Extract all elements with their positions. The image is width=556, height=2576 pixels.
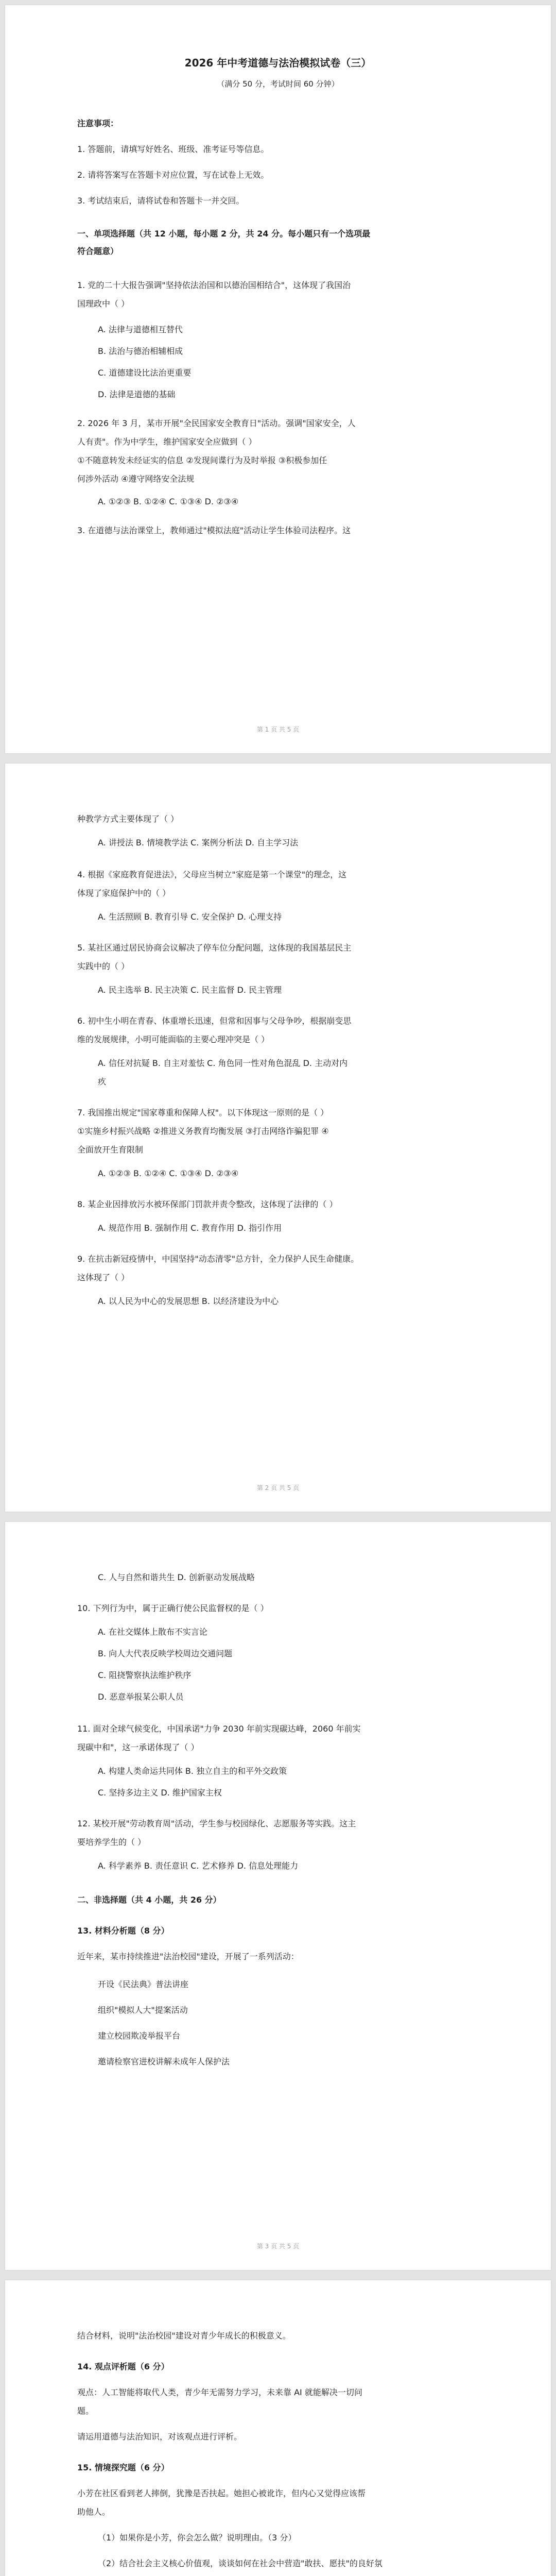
question-stem: 8. 某企业因排放污水被环保部门罚款并责令整改，这体现了法律的（ ） — [77, 1199, 338, 1209]
question-stem: 实践中的（ ） — [77, 961, 130, 971]
answer-option: A. 信任对抗疑 B. 自主对羞怯 C. 角色同一性对角色混乱 D. 主动对内 — [98, 1058, 348, 1068]
question-title: 15. 情境探究题（6 分） — [77, 2463, 169, 2472]
question-stem: 种教学方式主要体现了（ ） — [77, 814, 179, 824]
answer-option: A. 生活照顾 B. 教育引导 C. 安全保护 D. 心理支持 — [98, 912, 282, 922]
answer-option: D. 恶意举报某公职人员 — [98, 1692, 184, 1702]
section-heading: 一、单项选择题（共 12 小题，每小题 2 分，共 24 分。每小题只有一个选项最 — [77, 229, 371, 239]
page-number: 第 1 页 共 5 页 — [256, 726, 300, 733]
notice-item: 1. 答题前，请填写好姓名、班级、准考证号等信息。 — [77, 144, 269, 154]
answer-option: D. 法律是道德的基础 — [98, 389, 176, 399]
answer-option: A. 民主选举 B. 民主决策 C. 民主监督 D. 民主管理 — [98, 985, 282, 995]
material-item: 开设《民法典》普法讲座 — [98, 1979, 189, 1989]
answer-option: C. 坚持多边主义 D. 维护国家主权 — [98, 1788, 222, 1798]
answer-option: A. 法律与道德相互替代 — [98, 325, 183, 334]
notice-heading: 注意事项： — [77, 118, 119, 128]
question-stem: 现碳中和"，这一承诺体现了（ ） — [77, 1742, 199, 1752]
question-title: 13. 材料分析题（8 分） — [77, 1926, 169, 1936]
answer-option: C. 道德建设比法治更重要 — [98, 368, 192, 378]
question-stem: 维的发展规律，小明可能面临的主要心理冲突是（ ） — [77, 1035, 270, 1044]
question-stem: 人有责"。作为中学生，维护国家安全应做到（ ） — [77, 437, 257, 447]
question-stem: 全面放开生育限制 — [77, 1145, 144, 1155]
answer-option: A. ①②③ B. ①②④ C. ①③④ D. ②③④ — [98, 1168, 239, 1178]
question-stem: 观点：人工智能将取代人类，青少年无需努力学习，未来靠 AI 就能解决一切问 — [77, 2387, 362, 2397]
answer-option: B. 法治与德治相辅相成 — [98, 346, 183, 356]
question-stem: 3. 在道德与法治课堂上，教师通过"模拟法庭"活动让学生体验司法程序。这 — [77, 526, 351, 535]
answer-option: C. 阻挠警察执法维护秩序 — [98, 1670, 192, 1680]
answer-option: B. 向人大代表反映学校周边交通问题 — [98, 1649, 233, 1658]
question-stem: 小芳在社区看到老人摔倒，犹豫是否扶起。她担心被讹诈，但内心又觉得应该帮 — [77, 2488, 366, 2498]
material-item: 建立校园欺凌举报平台 — [98, 2031, 181, 2041]
answer-option: A. 规范作用 B. 强制作用 C. 教育作用 D. 指引作用 — [98, 1223, 282, 1233]
question-stem: 国理政中（ ） — [77, 299, 130, 309]
notice-item: 3. 考试结束后，请将试卷和答题卡一并交回。 — [77, 196, 245, 206]
question-ask: 结合材料，说明"法治校园"建设对青少年成长的积极意义。 — [77, 2331, 291, 2341]
material-item: 组织"模拟人大"提案活动 — [98, 2005, 188, 2015]
document-title: 2026 年中考道德与法治模拟试卷（三） — [184, 57, 372, 69]
notice-item: 2. 请将答案写在答题卡对应位置，写在试卷上无效。 — [77, 170, 269, 180]
answer-option: A. 在社交媒体上散布不实言论 — [98, 1627, 207, 1637]
answer-option: A. 科学素养 B. 责任意识 C. 艺术修养 D. 信息处理能力 — [98, 1861, 299, 1871]
answer-option: A. 讲授法 B. 情境教学法 C. 案例分析法 D. 自主学习法 — [98, 838, 299, 848]
question-stem: 6. 初中生小明在青春、体重增长迅速，但常和因事与父母争吵，根据崩变思 — [77, 1016, 352, 1026]
sub-question: （1）如果你是小芳，你会怎么做？说明理由。（3 分） — [98, 2533, 297, 2543]
page-number: 第 3 页 共 5 页 — [256, 2243, 300, 2250]
question-stem: 9. 在抗击新冠疫情中，中国坚持"动态清零"总方针，全力保护人民生命健康。 — [77, 1254, 359, 1264]
answer-option: A. 构建人类命运共同体 B. 独立自主的和平外交政策 — [98, 1766, 287, 1776]
question-stem: 11. 面对全球气候变化，中国承诺"力争 2030 年前实现碳达峰，2060 年前实 — [77, 1724, 361, 1734]
document-subtitle: （满分 50 分，考试时间 60 分钟） — [217, 79, 339, 89]
question-ask: 请运用道德与法治知识，对该观点进行评析。 — [77, 2432, 242, 2442]
question-title: 14. 观点评析题（6 分） — [77, 2362, 169, 2371]
question-stem: 这体现了（ ） — [77, 1273, 130, 1282]
page-3 — [5, 1522, 551, 2270]
sub-question: （2）结合社会主义核心价值观，谈谈如何在社会中营造"敢扶、愿扶"的良好氛 — [98, 2558, 383, 2568]
answer-option: C. 人与自然和谐共生 D. 创新驱动发展战略 — [98, 1572, 255, 1582]
page-2 — [5, 764, 551, 1512]
answer-option: A. ①②③ B. ①②④ C. ①③④ D. ②③④ — [98, 497, 239, 506]
section-heading: 二、非选择题（共 4 小题，共 26 分） — [77, 1895, 221, 1905]
page-number: 第 2 页 共 5 页 — [256, 1484, 300, 1492]
material-intro: 近年来，某市持续推进"法治校园"建设，开展了一系列活动： — [77, 1952, 299, 1961]
question-stem: 2. 2026 年 3 月，某市开展"全民国家安全教育日"活动。强调"国家安全，人 — [77, 418, 356, 428]
question-stem: 7. 我国推出规定"国家尊重和保障人权"。以下体现这一原则的是（ ） — [77, 1108, 329, 1117]
question-stem: 体现了家庭保护中的（ ） — [77, 888, 171, 898]
question-stem: 要培养学生的（ ） — [77, 1837, 146, 1847]
answer-option: 疚 — [98, 1077, 107, 1087]
page-4 — [5, 2280, 551, 2576]
question-stem: 助他人。 — [77, 2507, 111, 2517]
answer-option: A. 以人民为中心的发展思想 B. 以经济建设为中心 — [98, 1296, 279, 1306]
question-stem: 4. 根据《家庭教育促进法》，父母应当树立"家庭是第一个课堂"的理念，这 — [77, 870, 347, 879]
question-stem: 何涉外活动 ④遵守网络安全法规 — [77, 474, 195, 484]
section-heading: 符合题意） — [77, 246, 119, 256]
question-stem: 10. 下列行为中，属于正确行使公民监督权的是（ ） — [77, 1603, 269, 1613]
question-stem: 12. 某校开展"劳动教育周"活动，学生参与校园绿化、志愿服务等实践。这主 — [77, 1819, 356, 1828]
question-stem: ①不随意转发未经证实的信息 ②发现间谍行为及时举报 ③积极参加任 — [77, 455, 327, 465]
question-stem: 5. 某社区通过居民协商会议解决了停车位分配问题，这体现的我国基层民主 — [77, 943, 352, 953]
question-stem: 题。 — [77, 2406, 94, 2416]
material-item: 邀请检察官进校讲解未成年人保护法 — [98, 2057, 230, 2066]
page-1 — [5, 5, 551, 753]
question-stem: ①实施乡村振兴战略 ②推进义务教育均衡发展 ③打击网络诈骗犯罪 ④ — [77, 1126, 329, 1136]
question-stem: 1. 党的二十大报告强调"坚持依法治国和以德治国相结合"，这体现了我国治 — [77, 280, 351, 290]
